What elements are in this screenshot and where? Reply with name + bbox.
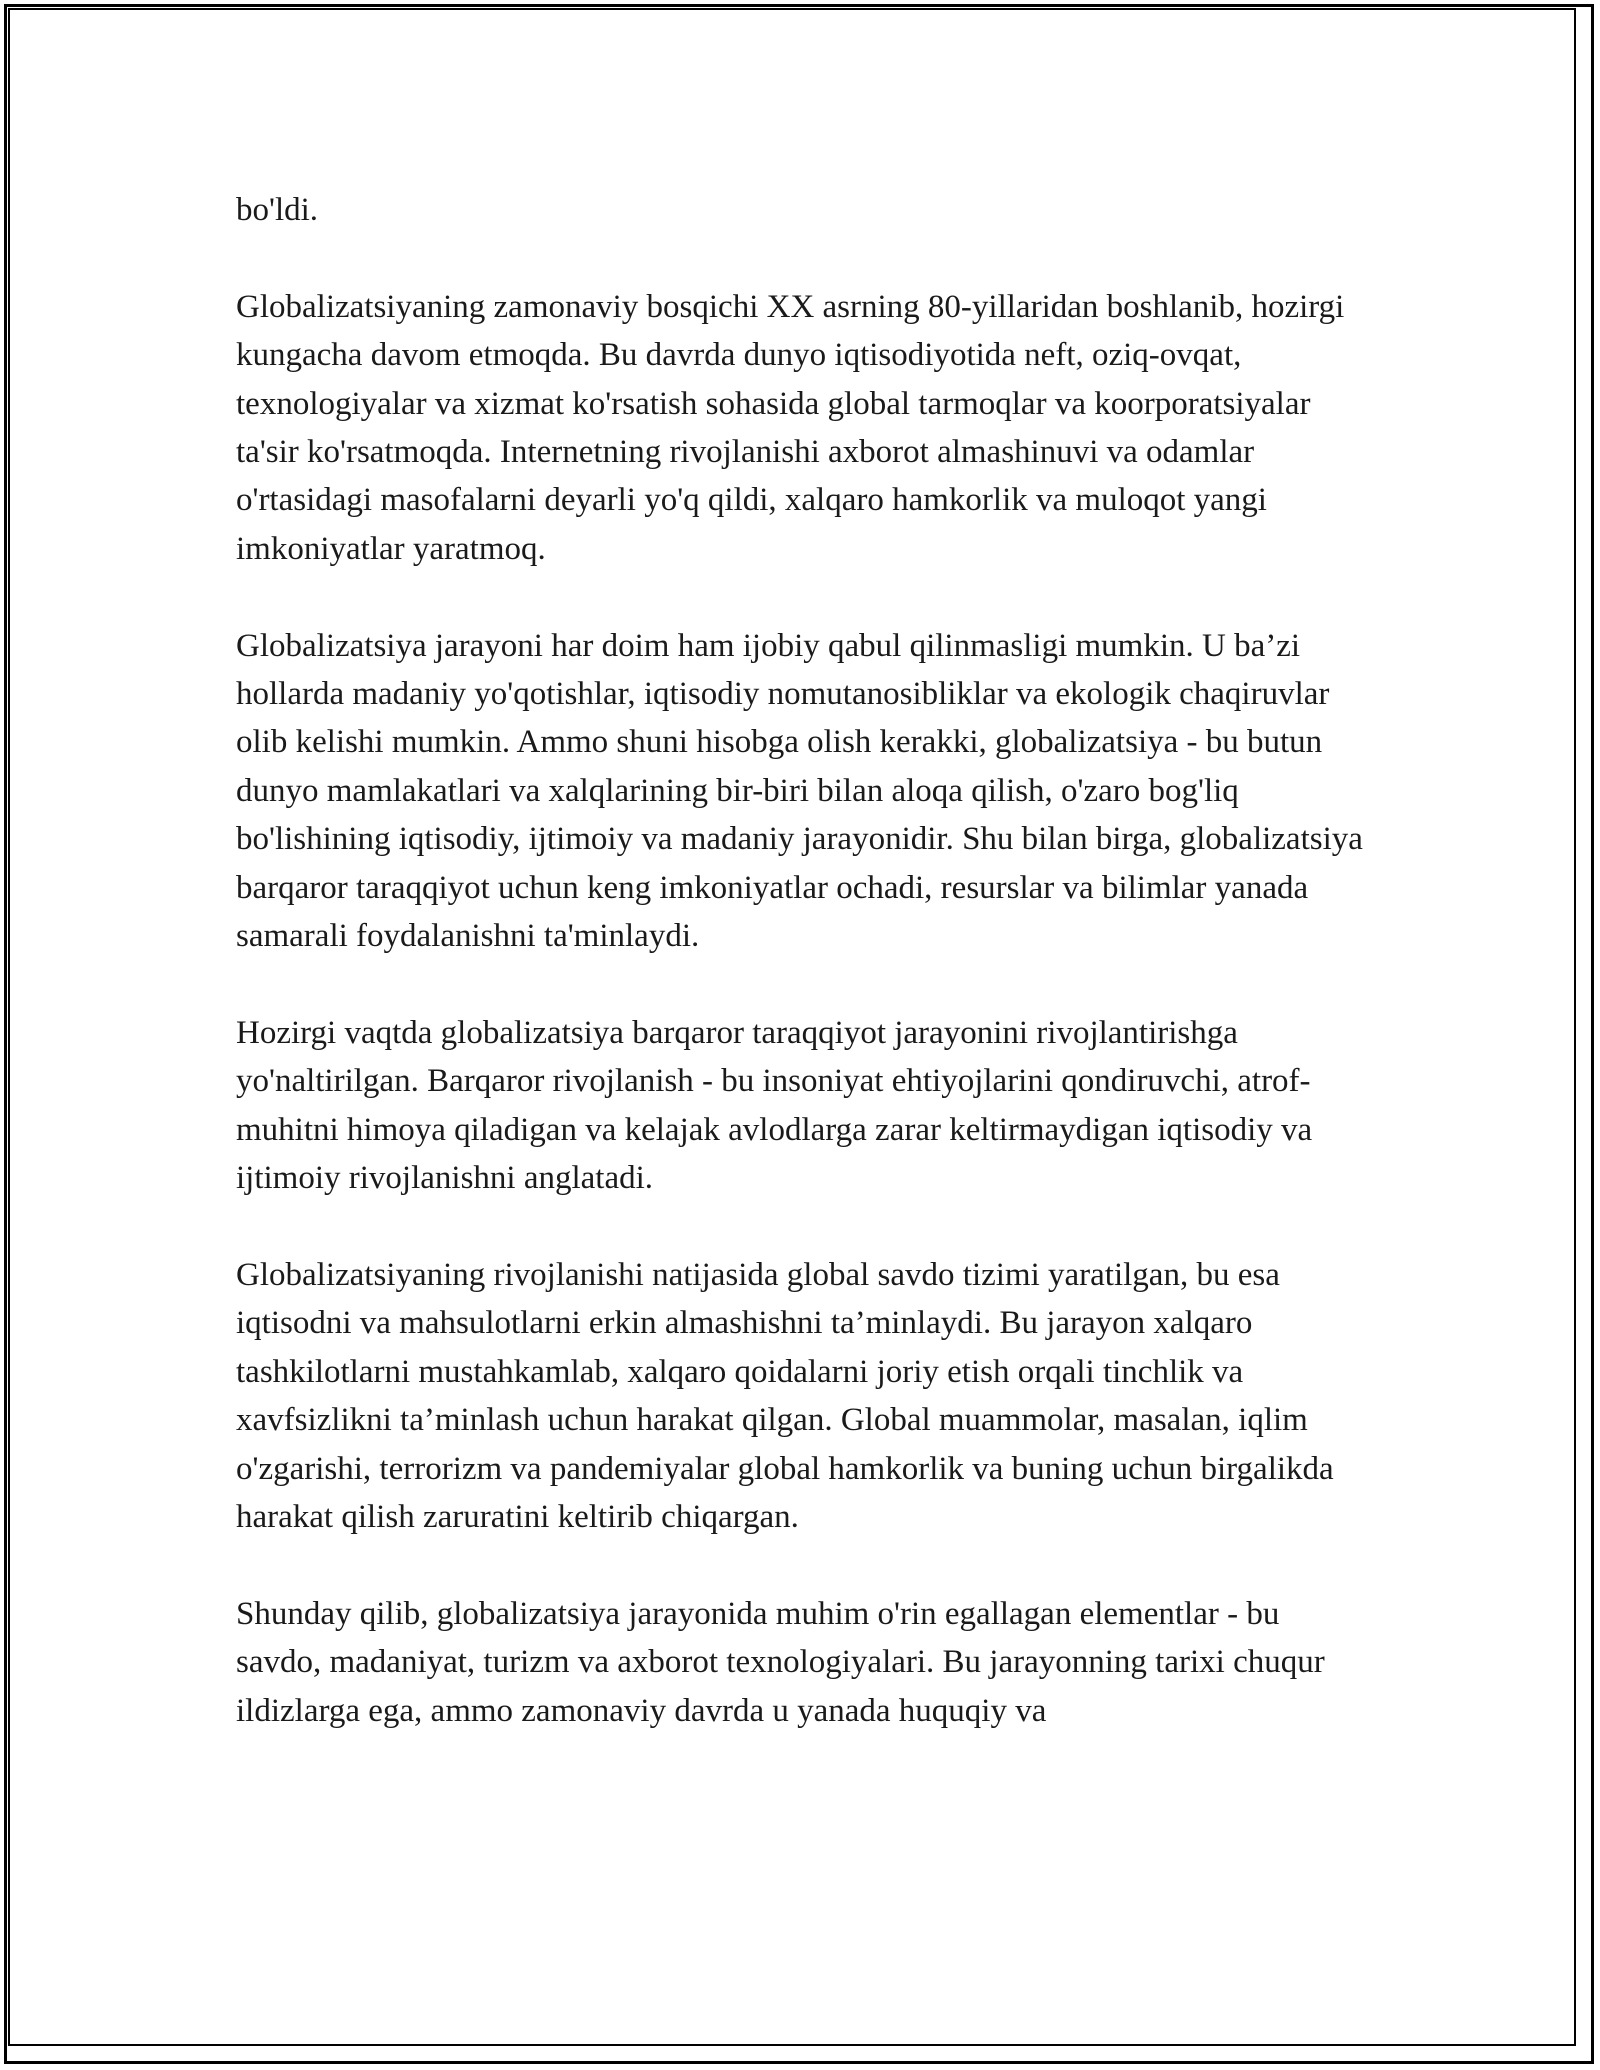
document-body — [236, 186, 1366, 1735]
paragraph: Globalizatsiya jarayoni har doim ham ijobiy qabul qilinmasligi mumkin. U ba’zi hollarda madaniy yo'qotishlar, iqtisodiy nomutanosibliklar va ekologik chaqiruvlar olib kelishi mumkin. Ammo shuni hisobga olish kerakki, globalizatsiya - bu butun dunyo mamlakatlari va xalqlarining bir-biri bilan aloqa qilish, o'zaro bog'liq bo'lishining iqtisodiy, ijtimoiy va madaniy jarayonidir. Shu bilan birga, globalizatsiya barqaror taraqqiyot uchun keng imkoniyatlar ochadi, resurslar va bilimlar yanada samarali foydalanishni ta'minlaydi. — [236, 627, 1363, 955]
paragraph: Hozirgi vaqtda globalizatsiya barqaror taraqqiyot jarayonini rivojlantirishga yo'naltirilgan. Barqaror rivojlanish - bu insoniyat ehtiyojlarini qondiruvchi, atrof-muhitni himoya qiladigan va kelajak avlodlarga zarar keltirmaydigan iqtisodiy va ijtimoiy rivojlanishni anglatadi. — [236, 1014, 1313, 1197]
paragraph: Shunday qilib, globalizatsiya jarayonida muhim o'rin egallagan elementlar - bu savdo, madaniyat, turizm va axborot texnologiyalari. Bu jarayonning tarixi chuqur ildizlarga ega, ammo zamonaviy davrda u yanada huquqiy va — [236, 1595, 1325, 1729]
paragraph: Globalizatsiyaning zamonaviy bosqichi XX asrning 80-yillaridan boshlanib, hozirgi kungacha davom etmoqda. Bu davrda dunyo iqtisodiyotida neft, oziq-ovqat, texnologiyalar va xizmat ko'rsatish sohasida global tarmoqlar va koorporatsiyalar ta'sir ko'rsatmoqda. Internetning rivojlanishi axborot almashinuvi va odamlar o'rtasidagi masofalarni deyarli yo'q qildi, xalqaro hamkorlik va muloqot yangi imkoniyatlar yaratmoq. — [236, 288, 1345, 567]
paragraph: Globalizatsiyaning rivojlanishi natijasida global savdo tizimi yaratilgan, bu esa iqtisodni va mahsulotlarni erkin almashishni ta’minlaydi. Bu jarayon xalqaro tashkilotlarni mustahkamlab, xalqaro qoidalarni joriy etish orqali tinchlik va xavfsizlikni ta’minlash uchun harakat qilgan. Global muammolar, masalan, iqlim o'zgarishi, terrorizm va pandemiyalar global hamkorlik va buning uchun birgalikda harakat qilish zaruratini keltirib chiqargan. — [236, 1256, 1334, 1535]
paragraph: bo'ldi. — [236, 192, 319, 228]
